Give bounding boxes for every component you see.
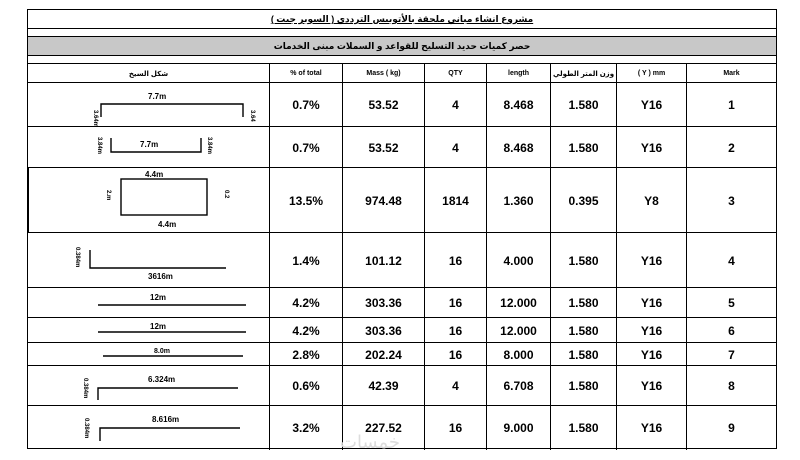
length-cell: 9.000 [486,406,550,450]
bar-shape-cell [28,288,269,318]
length-cell: 4.000 [486,233,550,288]
mark-cell: 1 [686,83,776,127]
bar-shape-cell [28,343,269,366]
bar-shape-u-up [28,83,269,127]
diameter-cell: Y16 [616,406,686,450]
bar-shape-straight [28,288,269,318]
header-mass: Mass ( kg) [342,64,424,83]
length-cell: 8.000 [486,343,550,366]
diameter-cell: Y8 [616,168,686,233]
mark-cell: 2 [686,127,776,168]
bar-shape-stirrup [29,168,269,233]
mass-cell: 303.36 [342,288,424,318]
qty-cell: 16 [424,233,486,288]
qty-cell: 16 [424,343,486,366]
length-cell: 8.468 [486,83,550,127]
percent-cell: 2.8% [269,343,342,366]
length-cell: 8.468 [486,127,550,168]
svg-text:0.2: 0.2 [223,190,229,199]
diameter-cell: Y16 [616,233,686,288]
unit-weight-cell: 1.580 [550,406,616,450]
mass-cell: 101.12 [342,233,424,288]
mark-cell: 4 [686,233,776,288]
mark-cell: 6 [686,318,776,343]
diameter-cell: Y16 [616,127,686,168]
unit-weight-cell: 1.580 [550,127,616,168]
bar-shape-cell [28,366,269,406]
bar-shape-cell [28,406,269,450]
length-cell: 6.708 [486,366,550,406]
length-cell: 12.000 [486,318,550,343]
bar-shape-cell [28,83,269,127]
table-row [28,287,776,318]
diameter-cell: Y16 [616,288,686,318]
header-mark: Mark [686,64,776,83]
svg-text:8.0m: 8.0m [154,348,170,355]
table-row [28,317,776,343]
unit-weight-cell: 1.580 [550,288,616,318]
svg-text:3.64m: 3.64m [92,110,98,127]
unit-weight-cell: 1.580 [550,343,616,366]
bar-shape-l-up [28,366,269,406]
rebar-schedule-sheet [27,9,777,449]
svg-text:8.616m: 8.616m [152,415,180,424]
length-cell: 1.360 [486,168,550,233]
diameter-cell: Y16 [616,343,686,366]
svg-text:3616m: 3616m [148,272,173,281]
percent-cell: 4.2% [269,288,342,318]
svg-text:12m: 12m [150,293,167,302]
bar-shape-cell [28,233,269,288]
svg-text:12m: 12m [150,322,167,331]
diameter-cell: Y16 [616,318,686,343]
mark-cell: 7 [686,343,776,366]
table-row [28,82,776,127]
table-header [28,63,776,83]
bar-shape-l-up [28,406,269,450]
svg-text:0.384m: 0.384m [82,378,88,399]
length-cell: 12.000 [486,288,550,318]
svg-text:3.84m: 3.84m [206,137,212,155]
mass-cell: 202.24 [342,343,424,366]
percent-cell: 3.2% [269,406,342,450]
table-row [28,365,776,406]
svg-text:0.384m: 0.384m [74,247,80,268]
svg-text:0.384m: 0.384m [83,418,89,439]
mass-cell: 974.48 [342,168,424,233]
header-shape: شكل السيخ [128,70,169,78]
svg-text:2.m: 2.m [105,190,111,201]
bar-shape-l [28,233,269,288]
unit-weight-cell: 1.580 [550,318,616,343]
schedule-subtitle: حصر كميات حديد التسليح للقواعد و السملات مبنى الخدمات [28,36,776,56]
qty-cell: 4 [424,127,486,168]
bar-shape-straight [28,343,269,366]
svg-text:3.64: 3.64 [249,110,255,122]
table-row [28,126,776,168]
header-unit-weight: وزن المتر الطولي [550,64,616,83]
qty-cell: 4 [424,366,486,406]
qty-cell: 16 [424,318,486,343]
header-percent: % of total [269,64,342,83]
qty-cell: 16 [424,406,486,450]
bar-shape-cell [28,318,269,343]
mass-cell: 227.52 [342,406,424,450]
bar-shape-straight [28,318,269,343]
diameter-cell: Y16 [616,83,686,127]
svg-text:7.7m: 7.7m [148,92,167,101]
percent-cell: 1.4% [269,233,342,288]
mass-cell: 303.36 [342,318,424,343]
qty-cell: 4 [424,83,486,127]
unit-weight-cell: 1.580 [550,83,616,127]
percent-cell: 13.5% [269,168,342,233]
bar-shape-cell [28,127,269,168]
qty-cell: 1814 [424,168,486,233]
watermark: خمسات [340,432,401,452]
table-row [28,342,776,366]
svg-text:6.324m: 6.324m [148,375,176,384]
bar-shape-u-down [28,127,269,168]
mark-cell: 3 [686,168,776,233]
project-title: مشروع انشاء مباني ملحقة بالأتوبيس الترددي ( السوبر جيت ) [28,10,776,29]
svg-text:7.7m: 7.7m [140,140,159,149]
bar-shape-cell [28,168,269,233]
mark-cell: 8 [686,366,776,406]
mass-cell: 53.52 [342,83,424,127]
svg-text:4.4m: 4.4m [158,220,177,229]
unit-weight-cell: 0.395 [550,168,616,233]
percent-cell: 0.7% [269,127,342,168]
percent-cell: 0.7% [269,83,342,127]
mass-cell: 42.39 [342,366,424,406]
mark-cell: 5 [686,288,776,318]
mark-cell: 9 [686,406,776,450]
table-row [28,232,776,288]
percent-cell: 4.2% [269,318,342,343]
unit-weight-cell: 1.580 [550,366,616,406]
percent-cell: 0.6% [269,366,342,406]
diameter-cell: Y16 [616,366,686,406]
svg-text:3.84m: 3.84m [96,137,102,155]
qty-cell: 16 [424,288,486,318]
table-row [28,167,776,233]
header-diameter: ( Y ) mm [616,64,686,83]
header-length: length [486,64,550,83]
svg-text:4.4m: 4.4m [145,170,164,179]
table-row [28,405,776,450]
header-qty: QTY [424,64,486,83]
unit-weight-cell: 1.580 [550,233,616,288]
mass-cell: 53.52 [342,127,424,168]
